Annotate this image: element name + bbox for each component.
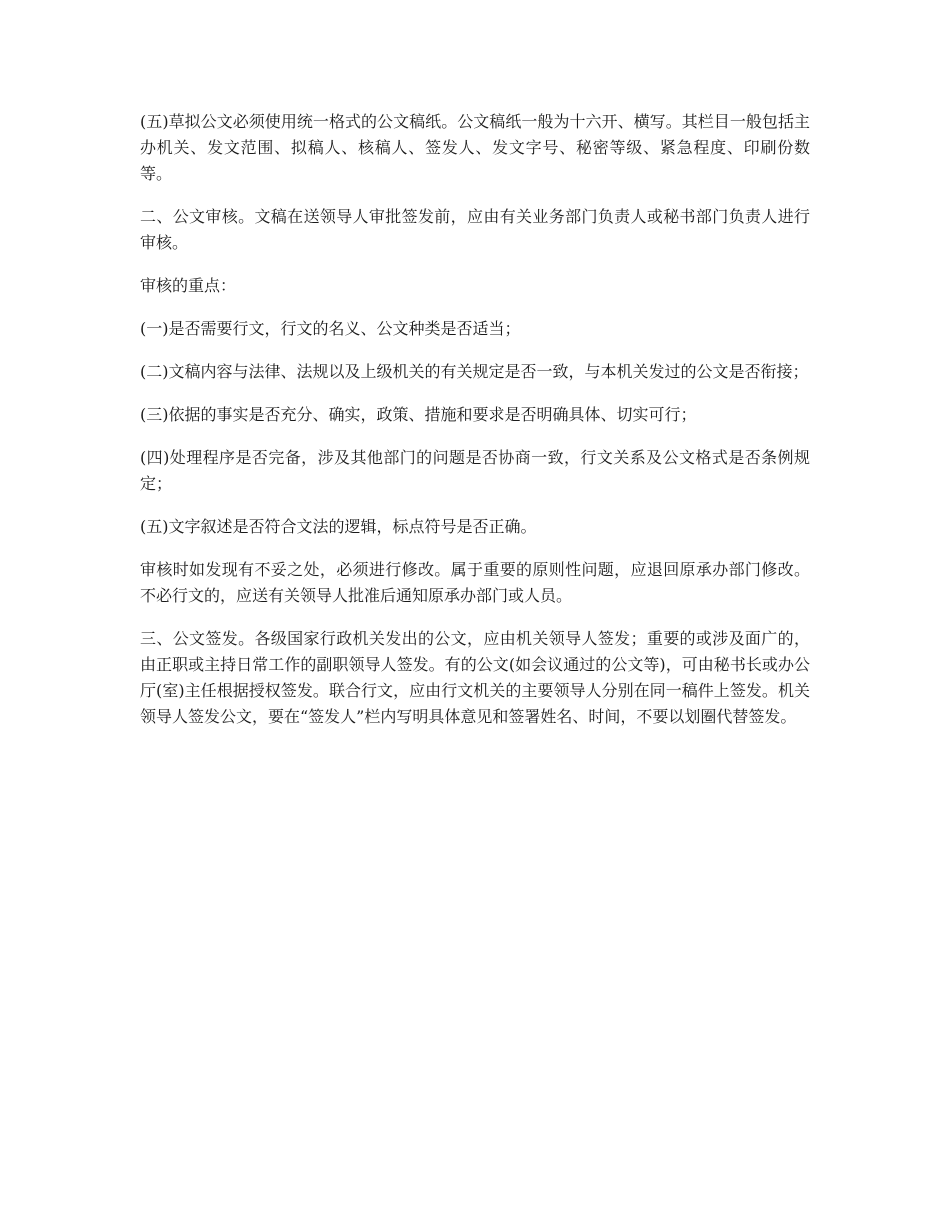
paragraph-review-point-1: (一)是否需要行文，行文的名义、公文种类是否适当；	[140, 319, 521, 338]
paragraph-review-point-3: (三)依据的事实是否充分、确实，政策、措施和要求是否明确具体、切实可行；	[140, 405, 697, 424]
document-page	[140, 109, 810, 747]
paragraph-review-focus-label: 审核的重点：	[140, 276, 237, 295]
paragraph-drafting-paper: (五)草拟公文必须使用统一格式的公文稿纸。公文稿纸一般为十六开、横写。其栏目一般包括主办机关、发文范围、拟稿人、核稿人、签发人、发文字号、秘密等级、紧急程度、印刷份数等。	[140, 112, 810, 183]
paragraph-review-point-2: (二)文稿内容与法律、法规以及上级机关的有关规定是否一致，与本机关发过的公文是否衔接；	[140, 362, 809, 381]
paragraph-review-revision: 审核时如发现有不妥之处，必须进行修改。属于重要的原则性问题，应退回原承办部门修改。不必行文的，应送有关领导人批准后通知原承办部门或人员。	[140, 560, 810, 605]
paragraph-review-point-4: (四)处理程序是否完备，涉及其他部门的问题是否协商一致，行文关系及公文格式是否条例规定；	[140, 448, 810, 493]
paragraph-issuance: 三、公文签发。各级国家行政机关发出的公文，应由机关领导人签发；重要的或涉及面广的，由正职或主持日常工作的副职领导人签发。有的公文(如会议通过的公文等)，可由秘书长或办公厅(室)主任根据授权签发。联合行文，应由行文机关的主要领导人分别在同一稿件上签发。机关领导人签发公文，要在“签发人”栏内写明具体意见和签署姓名、时间，不要以划圈代替签发。	[140, 629, 810, 726]
paragraph-review-point-5: (五)文字叙述是否符合文法的逻辑，标点符号是否正确。	[140, 517, 537, 536]
paragraph-review-heading: 二、公文审核。文稿在送领导人审批签发前，应由有关业务部门负责人或秘书部门负责人进行审核。	[140, 207, 810, 252]
